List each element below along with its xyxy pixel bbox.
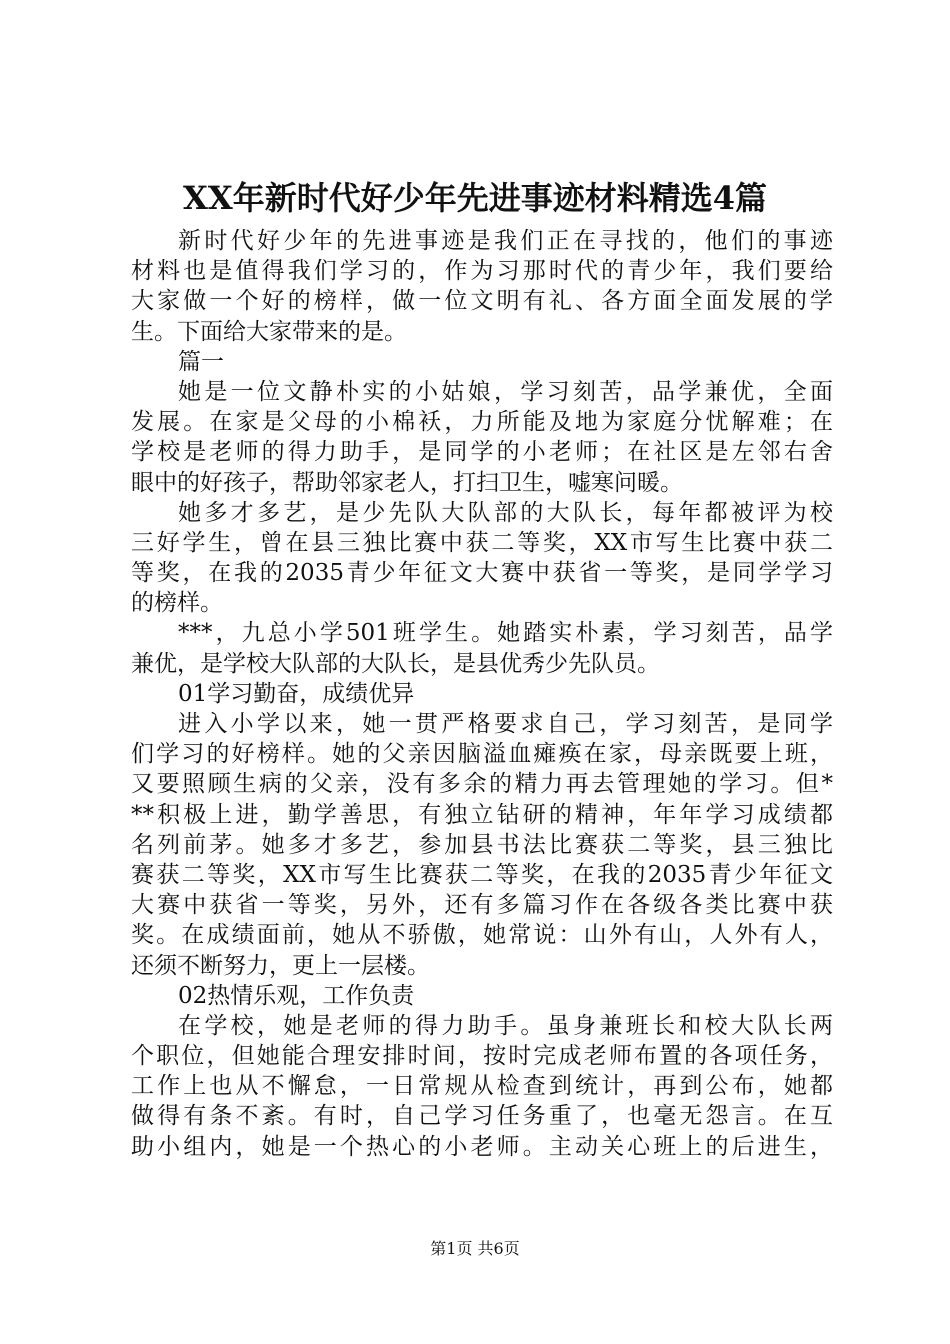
text-line: 发展。在家是父母的小棉袄，力所能及地为家庭分忧解难；在 <box>131 409 833 436</box>
text-line: 眼中的好孩子，帮助邻家老人，打扫卫生，嘘寒问暖。 <box>131 469 683 496</box>
page-footer: 第1页 共6页 <box>430 1239 520 1258</box>
text-line: 01学习勤奋，成绩优异 <box>178 680 415 707</box>
text-line: 学校是老师的得力助手，是同学的小老师；在社区是左邻右舍 <box>131 439 833 466</box>
text-line: 材料也是值得我们学习的，作为习那时代的青少年，我们要给 <box>131 258 833 285</box>
text-line: 她多才多艺，是少先队大队部的大队长，每年都被评为校 <box>178 499 833 526</box>
text-line: 个职位，但她能合理安排时间，按时完成老师布置的各项任务， <box>131 1043 833 1070</box>
text-line: 助小组内，她是一个热心的小老师。主动关心班上的后进生， <box>131 1133 833 1160</box>
text-line: 的榜样。 <box>131 590 223 617</box>
text-line: 等奖，在我的2035青少年征文大赛中获省一等奖，是同学学习 <box>131 560 833 587</box>
text-line: 做得有条不紊。有时，自己学习任务重了，也毫无怨言。在互 <box>131 1103 833 1130</box>
text-line: 进入小学以来，她一贯严格要求自己，学习刻苦，是同学 <box>178 711 833 737</box>
text-line: 们学习的好榜样。她的父亲因脑溢血瘫痪在家，母亲既要上班， <box>131 741 833 768</box>
document-body <box>131 226 833 1162</box>
text-line: **积极上进，勤学善思，有独立钻研的精神，年年学习成绩都 <box>131 801 833 828</box>
text-line: 02热情乐观，工作负责 <box>178 982 415 1009</box>
text-line: 在学校，她是老师的得力助手。虽身兼班长和校大队长两 <box>178 1012 833 1039</box>
document-title: XX年新时代好少年先进事迹材料精选4篇 <box>183 179 767 217</box>
text-line: 篇一 <box>178 348 224 375</box>
text-line: 还须不断努力，更上一层楼。 <box>131 952 430 979</box>
text-line: 大赛中获省一等奖，另外，还有多篇习作在各级各类比赛中获 <box>131 892 833 919</box>
text-line: 三好学生，曾在县三独比赛中获二等奖，XX市写生比赛中获二 <box>131 529 833 556</box>
text-line: 新时代好少年的先进事迹是我们正在寻找的，他们的事迹 <box>178 228 833 254</box>
text-line: 名列前茅。她多才多艺，参加县书法比赛获二等奖，县三独比 <box>131 831 833 858</box>
text-line: 大家做一个好的榜样，做一位文明有礼、各方面全面发展的学 <box>131 288 833 315</box>
text-line: ***，九总小学501班学生。她踏实朴素，学习刻苦，品学 <box>178 620 833 647</box>
text-line: 又要照顾生病的父亲，没有多余的精力再去管理她的学习。但* <box>131 771 833 798</box>
text-line: 生。下面给大家带来的是。 <box>131 318 407 345</box>
text-line: 兼优，是学校大队部的大队长，是县优秀少先队员。 <box>131 650 660 677</box>
text-line: 工作上也从不懈怠，一日常规从检查到统计，再到公布，她都 <box>131 1073 833 1100</box>
text-line: 赛获二等奖，XX市写生比赛获二等奖，在我的2035青少年征文 <box>131 861 833 888</box>
text-line: 奖。在成绩面前，她从不骄傲，她常说：山外有山，人外有人， <box>131 922 833 949</box>
text-line: 她是一位文静朴实的小姑娘，学习刻苦，品学兼优，全面 <box>178 378 833 405</box>
